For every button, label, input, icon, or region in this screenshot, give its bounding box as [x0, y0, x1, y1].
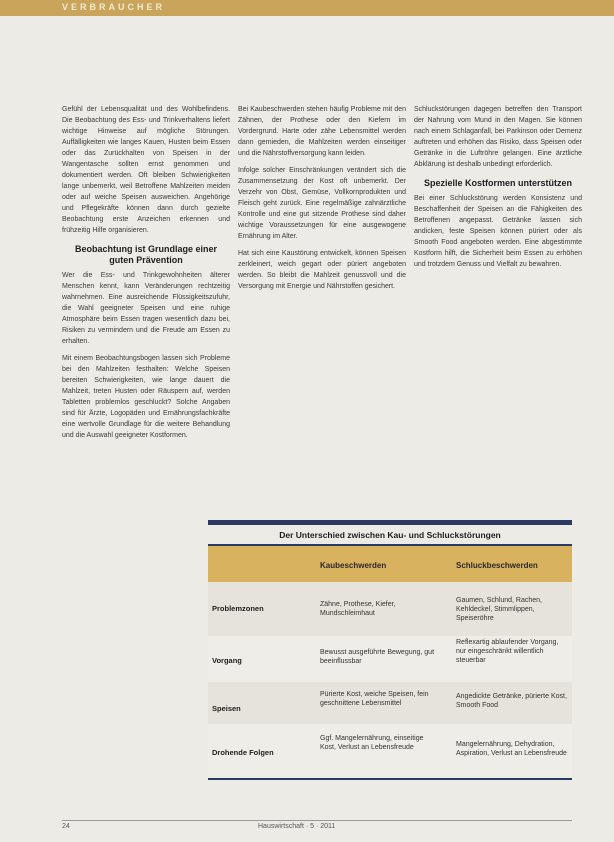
paragraph: Bei Kaubeschwerden stehen häufig Probleme mit den Zähnen, der Prothese oder den Kiefern im Vordergrund. Harte oder zähe Lebensmittel werden dann gemieden, die Mahlzeiten werden einseitiger und die Nährstoffversorgung kann leiden.: [238, 106, 406, 157]
paragraph: Schluckstörungen dagegen betreffen den Transport der Nahrung vom Mund in den Magen. Sie können nach einem Schlaganfall, bei Parkinson oder Demenz auftreten und erhöhen das Risiko, dass Speisen oder Getränke in die Luftröhre gelangen. Eine ärztliche Abklärung ist deshalb unbedingt erforderlich.: [414, 106, 582, 168]
paragraph: Mit einem Beobachtungsbogen lassen sich Probleme bei den Mahlzeiten festhalten: Welche Speisen bereiten Schwierigkeiten, wie lange dauert die Mahlzeit, treten Husten oder Räuspern auf, werden Tabletten problemlos geschluckt? Solche Angaben sind für Ärzte, Logopäden und Ernährungsfachkräfte eine wertvolle Grundlage für die weitere Behandlung und die Auswahl geeigneter Kostformen.: [62, 355, 230, 439]
text-column-1: [62, 104, 230, 784]
footer-rule: [62, 820, 572, 821]
text-column-3: [414, 104, 582, 496]
table-header-kau: Kaubeschwerden: [320, 561, 387, 570]
row-label: Problemzonen: [212, 604, 264, 613]
cell-kau: Zähne, Prothese, Kiefer, Mundschleimhaut: [320, 601, 396, 617]
cell-kau: Bewusst ausgeführte Bewegung, gut beeinflussbar: [320, 649, 435, 665]
table-row: [208, 724, 572, 778]
table-caption: Der Unterschied zwischen Kau- und Schluckstörungen: [279, 530, 501, 540]
cell-schluck: Gaumen, Schlund, Rachen, Kehldeckel, Stimmlippen, Speiseröhre: [456, 597, 542, 622]
text-column-2: [238, 104, 406, 496]
table-top-rule: [208, 520, 572, 525]
table-header-schluck: Schluckbeschwerden: [456, 561, 538, 570]
table-row: [208, 682, 572, 724]
paragraph: Infolge solcher Einschränkungen verändert sich die Zusammensetzung der Kost oft unbemerkt. Der Verzehr von Obst, Gemüse, Vollkornprodukten und Fleisch geht zurück. Eine regelmäßige zahnärztliche Kontrolle und eine gut sitzende Prothese sind daher wichtige Voraussetzungen für eine ausgewogene Ernährung im Alter.: [238, 167, 406, 240]
section-label: VERBRAUCHER: [62, 2, 166, 12]
table-row: [208, 636, 572, 682]
paragraph: Bei einer Schluckstörung werden Konsistenz und Beschaffenheit der Speisen an die Fähigkeiten des Betroffenen angepasst. Getränke lassen sich andicken, feste Speisen können püriert oder als Smooth Food angeboten werden. Eine abgestimmte Kostform hilft, die Sicherheit beim Essen zu erhöhen und trotzdem Genuss und Vielfalt zu bewahren.: [414, 195, 582, 268]
paragraph: Hat sich eine Kaustörung entwickelt, können Speisen zerkleinert, weich gegart oder püriert angeboten werden. So bleibt die Mahlzeit genussvoll und die Versorgung mit Energie und Nährstoffen gesichert.: [238, 250, 406, 290]
cell-kau: Ggf. Mangelernährung, einseitige Kost, Verlust an Lebensfreude: [320, 735, 424, 751]
row-label: Drohende Folgen: [212, 748, 274, 757]
table-header-row: [208, 546, 572, 582]
subheading: Beobachtung ist Grundlage einer guten Prävention: [74, 244, 218, 265]
section-header-bar: [0, 0, 614, 16]
cell-schluck: Angedickte Getränke, pürierte Kost, Smooth Food: [456, 693, 567, 709]
row-label: Speisen: [212, 704, 241, 713]
cell-kau: Pürierte Kost, weiche Speisen, fein geschnittene Lebensmittel: [320, 691, 429, 707]
cell-schluck: Reflexartig ablaufender Vorgang, nur eingeschränkt willentlich steuerbar: [456, 639, 559, 664]
page-number: 24: [62, 823, 70, 830]
table-row: [208, 582, 572, 636]
row-label: Vorgang: [212, 656, 242, 665]
subheading: Spezielle Kostformen unterstützen: [423, 178, 573, 188]
cell-schluck: Mangelernährung, Dehydration, Aspiration, Verlust an Lebensfreude: [456, 741, 567, 757]
paragraph: Gefühl der Lebensqualität und des Wohlbefindens. Die Beobachtung des Ess- und Trinkverhaltens liefert wichtige Hinweise auf mögliche Störungen. Auffälligkeiten wie langes Kauen, Husten beim Essen oder das Zurückhalten von Speisen in der Wangentasche sollten ernst genommen und dokumentiert werden. Oft bleiben Schwierigkeiten lange unbemerkt, weil Betroffene Mahlzeiten meiden oder auf weiche Speisen ausweichen. Angehörige und Pflegekräfte können dann durch gezielte Beobachtung erste Anzeichen erkennen und frühzeitig Hilfe organisieren.: [62, 106, 230, 234]
paragraph: Wer die Ess- und Trinkgewohnheiten älterer Menschen kennt, kann Veränderungen rechtzeitig wahrnehmen. Eine ausreichende Flüssigkeitszufuhr, die Wahl geeigneter Speisen und eine ruhige Atmosphäre beim Essen tragen wesentlich dazu bei, Risiken zu vermindern und die Freude am Essen zu erhalten.: [62, 272, 230, 345]
table-bottom-rule: [208, 778, 572, 780]
journal-name: Hauswirtschaft · 5 · 2011: [258, 823, 336, 830]
